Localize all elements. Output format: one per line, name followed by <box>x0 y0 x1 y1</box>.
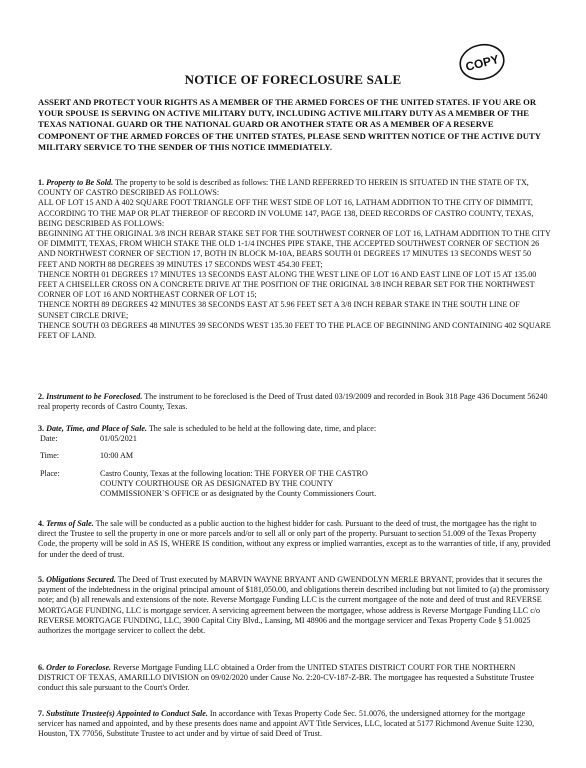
military-duty-warning: ASSERT AND PROTECT YOUR RIGHTS AS A MEMBER OF THE ARMED FORCES OF THE UNITED STATES. IF YOU ARE OR YOUR SPOUSE IS SERVING ON ACTIVE MILITARY DUTY, INCLUDING ACTIVE MILITARY DUTY AS A MEMBER OF THE TEXAS NATIONAL GUARD OR THE NATIONAL GUARD OR ANOTHER STATE OR AS A MEMBER OF A RESERVE COMPONENT OF THE ARMED FORCES OF THE UNITED STATES, PLEASE SEND WRITTEN NOTICE OF THE ACTIVE DUTY MILITARY SERVICE TO THE SENDER OF THIS NOTICE IMMEDIATELY. <box>38 97 541 152</box>
section-substitute-trustee <box>38 709 552 740</box>
sale-date-row <box>40 434 400 444</box>
section-terms-of-sale <box>38 519 552 560</box>
sale-details-table <box>40 434 400 499</box>
section-number: 4. <box>38 519 45 528</box>
section-number: 5. <box>38 575 45 584</box>
legal-description-paragraph: BEGINNING AT THE ORIGINAL 3/8 INCH REBAR STAKE SET FOR THE SOUTHWEST CORNER OF LOT 16, LATHAM ADDITION TO THE CITY OF DIMMITT, TEXAS, FROM WHICH STAKE THE OLD 1-1/4 INCHES PIPE STAKE, THE ACCEPTED SOUTHWEST CORNER OF SECTION 26 AND NORTHWEST CORNER OF SECTION 17, BOTH IN BLOCK M-10A, BEARS SOUTH 01 DEGREES 17 MINUTES 13 SECONDS WEST 50 FEET AND NORTH 88 DEGREES 39 MINUTES 17 SECONDS WEST 454.30 FEET; <box>38 229 551 269</box>
section-heading: Obligations Secured. <box>46 575 116 584</box>
section-text: The sale will be conducted as a public auction to the highest bidder for cash. Pursuant to the deed of trust, the mortgagee has the right to direct the Trustee to sell the property in one or more parcels and/or to sell all or only part of the property. Pursuant to section 51.009 of the Texas Property Code, the property will be sold in AS IS, WHERE IS condition, without any express or implied warranties, except as to the warranties of title, if any, provided for under the deed of trust. <box>38 519 551 559</box>
section-instrument-to-be-foreclosed <box>38 392 552 412</box>
sale-date-label: Date: <box>40 434 58 444</box>
section-heading: Terms of Sale. <box>46 519 94 528</box>
section-text: The sale is scheduled to be held at the following date, time, and place: <box>148 424 377 433</box>
section-heading: Order to Foreclose. <box>46 663 112 672</box>
page-title: NOTICE OF FORECLOSURE SALE <box>184 72 402 87</box>
section-number: 3. <box>38 424 45 433</box>
copy-stamp-text: COPY <box>464 52 501 74</box>
section-number: 1. <box>38 178 45 187</box>
legal-description-paragraph: THENCE NORTH 89 DEGREES 42 MINUTES 38 SECONDS EAST AT 5.96 FEET SET A 3/8 INCH REBAR STAKE IN THE SOUTH LINE OF SUNSET CIRCLE DRIVE; <box>38 300 520 320</box>
legal-description-paragraph: THENCE SOUTH 03 DEGREES 48 MINUTES 39 SECONDS WEST 135.30 FEET TO THE PLACE OF BEGINNING AND CONTAINING 402 SQUARE FEET OF LAND. <box>38 320 551 341</box>
section-number: 7. <box>38 709 45 718</box>
section-date-time-place <box>38 424 552 499</box>
section-text: The Deed of Trust executed by MARVIN WAYNE BRYANT AND GWENDOLYN MERLE BRYANT, provides that it secures the payment of the indebtedness in the original principal amount of $181,050.00, and obligations therein described including but not limited to (a) the promissory note; and (b) all renewals and extensions of the note. Reverse Mortgage Funding LLC is the current mortgagee of the note and deed of trust and REVERSE MORTGAGE FUNDING, LLC is mortgage servicer. A servicing agreement between the mortgagee, whose address is Reverse Mortgage Funding LLC c/o REVERSE MORTGAGE FUNDING, LLC, 3900 Capital City Blvd., Lansing, MI 48906 and the mortgage servicer and Texas Property Code § 51.0025 authorizes the mortgage servicer to collect the debt. <box>38 575 550 636</box>
sale-place-value: Castro County, Texas at the following location: THE FORYER OF THE CASTRO COUNTY COURTHOUSE OR AS DESIGNATED BY THE COUNTY COMMISSIONER`S OFFICE or as designated by the County Commissioners Court. <box>100 468 377 499</box>
section-number: 6. <box>38 663 45 672</box>
section-number: 2. <box>38 392 45 401</box>
sale-time-value: 10:00 AM <box>100 451 134 461</box>
section-heading: Instrument to be Foreclosed. <box>46 392 143 401</box>
section-text: Reverse Mortgage Funding LLC obtained a Order from the UNITED STATES DISTRICT COURT FOR THE NORTHERN DISTRICT OF TEXAS, AMARILLO DIVISION on 09/02/2020 under Cause No. 2:20-CV-187-Z-BR. The mortgagee has requested a Substitute Trustee conduct this sale pursuant to the Court's Order. <box>38 663 535 693</box>
legal-description-paragraph: THENCE NORTH 01 DEGREES 17 MINUTES 13 SECONDS EAST ALONG THE WEST LINE OF LOT 16 AND EAST LINE OF LOT 15 AT 135.00 FEET A CHISELLER CROSS ON A CONCRETE DRIVE AT THE POSITION OF THE ORIGINAL 3/8 INCH REBAR SET FOR THE NORTHWEST CORNER OF LOT 16 AND NORTHEAST CORNER OF LOT 15; <box>38 269 537 300</box>
section-heading: Date, Time, and Place of Sale. <box>46 424 147 433</box>
section-property-to-be-sold <box>38 178 552 341</box>
section-heading: Substitute Trustee(s) Appointed to Conduct Sale. <box>46 709 208 718</box>
section-text: The instrument to be foreclosed is the Deed of Trust dated 03/19/2009 and recorded in Book 318 Page 436 Document 56240 real property records of Castro County, Texas. <box>38 392 548 412</box>
sale-place-label: Place: <box>40 468 60 478</box>
sale-date-value: 01/05/2021 <box>100 434 137 444</box>
legal-description-paragraph: ALL OF LOT 15 AND A 402 SQUARE FOOT TRIANGLE OFF THE WEST SIDE OF LOT 16, LATHAM ADDITION TO THE CITY OF DIMMITT, ACCORDING TO THE MAP OR PLAT THEREOF OF RECORD IN VOLUME 147, PAGE 138, DEED RECORDS OF CASTRO COUNTY, TEXAS, BEING DESCRIBED AS FOLLOWS: <box>38 198 534 228</box>
section-obligations-secured <box>38 575 552 636</box>
sale-time-label: Time: <box>40 451 60 461</box>
sale-place-row <box>40 469 400 500</box>
section-order-to-foreclose <box>38 663 552 694</box>
section-text: In accordance with Texas Property Code Sec. 51.0076, the undersigned attorney for the mortgage servicer has named and appointed, and by these presents does name and appoint AVT Title Services, LLC, located at 5177 Richmond Avenue Suite 1230, Houston, TX 77056, Substitute Trustee to act under and by virtue of said Deed of Trust. <box>38 709 535 739</box>
section-heading: Property to Be Sold. <box>46 178 114 187</box>
section-lead: The property to be sold is described as follows: THE LAND REFERRED TO HEREIN IS SITUATED IN THE STATE OF TX, COUNTY OF CASTRO DESCRIBED AS FOLLOWS: <box>38 178 529 198</box>
sale-time-row <box>40 451 400 461</box>
